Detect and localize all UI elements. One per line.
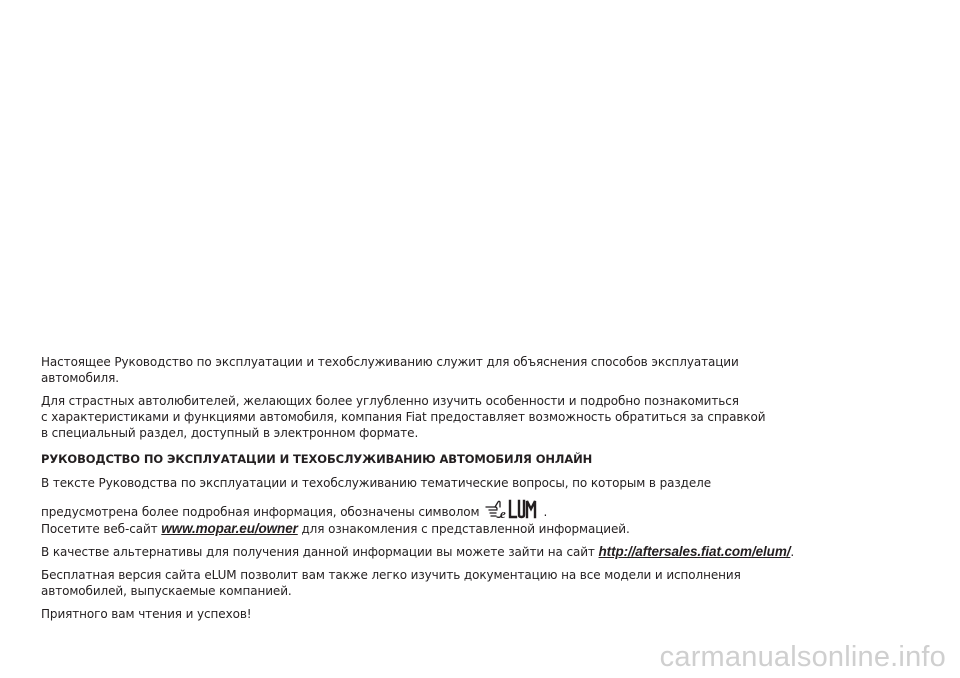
elum-symbol-icon xyxy=(484,498,538,520)
section-heading: РУКОВОДСТВО ПО ЭКСПЛУАТАЦИИ И ТЕХОБСЛУЖИВАНИЮ АВТОМОБИЛЯ ОНЛАЙН xyxy=(41,452,593,466)
alternative-suffix: . xyxy=(790,545,795,559)
intro-paragraph xyxy=(41,354,941,386)
watermark: carmanualsonline.info xyxy=(659,641,946,673)
elum-line-2-end: . xyxy=(543,505,548,519)
closing-line: Приятного вам чтения и успехов! xyxy=(41,607,252,621)
enthusiasts-line-1: Для страстных автолюбителей, желающих более углубленно изучить особенности и подробно познакомиться xyxy=(41,394,739,408)
alternative-line xyxy=(41,544,941,560)
visit-prefix: Посетите веб-сайт xyxy=(41,522,158,536)
manual-intro-text xyxy=(41,354,941,629)
mopar-owner-link[interactable]: www.mopar.eu/owner xyxy=(161,521,298,536)
free-version-line-1: Бесплатная версия сайта eLUM позволит вам также легко изучить документацию на все модели и исполнения xyxy=(41,568,741,582)
intro-line-1: Настоящее Руководство по эксплуатации и техобслуживанию служит для объяснения способов эксплуатации xyxy=(41,355,739,369)
visit-suffix: для ознакомления с представленной информацией. xyxy=(301,522,630,536)
svg-text:e: e xyxy=(499,506,506,520)
free-version-line-2: автомобилей, выпускаемые компанией. xyxy=(41,584,292,598)
enthusiasts-line-2: с характеристиками и функциями автомобиля, компания Fiat предоставляет возможность обратиться за справкой xyxy=(41,410,766,424)
visit-website-line xyxy=(41,521,941,537)
enthusiasts-paragraph xyxy=(41,393,941,441)
intro-line-2: автомобиля. xyxy=(41,371,119,385)
elum-symbol-line xyxy=(41,498,941,520)
aftersales-elum-link[interactable]: http://aftersales.fiat.com/elum/ xyxy=(598,544,791,559)
free-version-paragraph xyxy=(41,567,941,599)
alternative-prefix: В качестве альтернативы для получения данной информации вы можете зайти на сайт xyxy=(41,545,595,559)
elum-line-2-text: предусмотрена более подробная информация, обозначены символом xyxy=(41,505,480,519)
elum-line-1: В тексте Руководства по эксплуатации и техобслуживанию тематические вопросы, по которым в разделе xyxy=(41,476,712,490)
enthusiasts-line-3: в специальный раздел, доступный в электронном формате. xyxy=(41,426,419,440)
